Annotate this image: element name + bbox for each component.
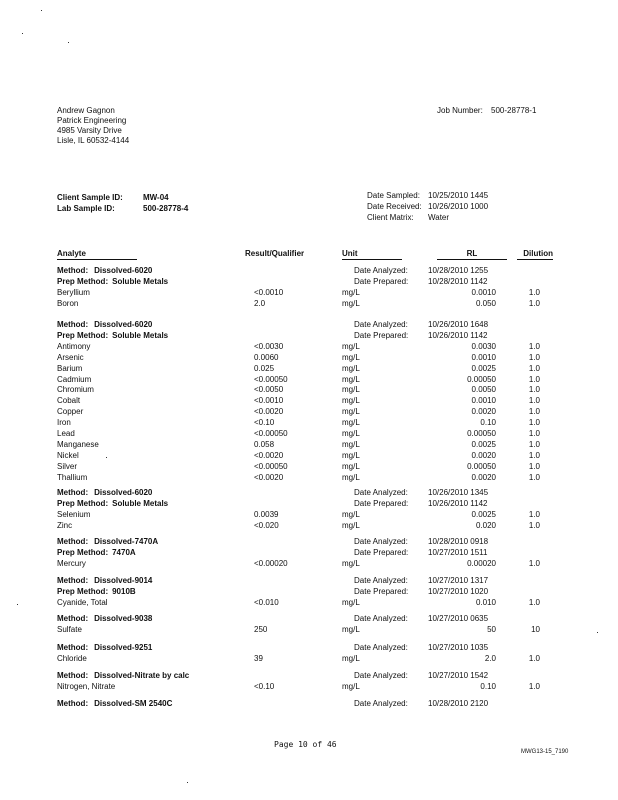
col-header-unit: Unit — [342, 249, 402, 260]
result-value: 0.0060 — [254, 352, 279, 362]
analyte-name: Beryllium — [57, 287, 90, 297]
col-header-rl: RL — [437, 249, 507, 260]
result-value: 39 — [254, 653, 263, 663]
method-value: Dissolved-9014 — [94, 576, 153, 585]
date-analyzed-value: 10/27/2010 1035 — [428, 643, 489, 652]
result-value: <0.0020 — [254, 407, 284, 417]
date-analyzed-value: 10/28/2010 1255 — [428, 266, 489, 275]
rl-value: 0.0020 — [471, 472, 496, 482]
dilution-value: 10 — [531, 624, 540, 634]
analyte-name: Boron — [57, 298, 79, 308]
prep-method-line — [57, 499, 168, 509]
method-label: Method: — [57, 699, 89, 708]
date-analyzed-value: 10/26/2010 1345 — [428, 488, 489, 497]
result-value: 0.058 — [254, 439, 275, 449]
scan-speck — [41, 10, 42, 11]
unit-value: mg/L — [342, 418, 360, 428]
prep-method-value: 7470A — [112, 547, 136, 557]
method-label: Method: — [57, 320, 89, 329]
unit-value: mg/L — [342, 287, 360, 297]
col-header-analyte: Analyte — [57, 249, 137, 260]
unit-value: mg/L — [342, 374, 360, 384]
dilution-value: 1.0 — [528, 429, 540, 438]
date-analyzed-label: Date Analyzed: — [354, 266, 408, 275]
date-analyzed-label: Date Analyzed: — [354, 537, 408, 546]
rl-value: 0.00050 — [467, 461, 496, 471]
method-line — [57, 266, 152, 276]
method-value: Dissolved-6020 — [94, 488, 153, 497]
result-value: <0.00050 — [254, 461, 288, 471]
rl-value: 0.0020 — [471, 407, 496, 417]
date-analyzed-value: 10/27/2010 1317 — [428, 576, 489, 585]
method-value: Dissolved-Nitrate by calc — [94, 671, 190, 680]
client-city: Lisle, IL 60532-4144 — [57, 136, 130, 145]
method-line — [57, 537, 158, 547]
rl-value: 0.0025 — [471, 509, 496, 519]
unit-value: mg/L — [342, 681, 360, 691]
prep-method-line — [57, 331, 168, 341]
dilution-value: 1.0 — [528, 439, 540, 449]
dilution-value: 1.0 — [528, 597, 540, 607]
result-value: <0.10 — [254, 418, 275, 428]
dilution-value: 1.0 — [528, 374, 540, 384]
analyte-name: Lead — [57, 429, 75, 438]
col-header-result: Result/Qualifier — [245, 249, 305, 258]
dilution-value: 1.0 — [528, 461, 540, 471]
unit-value: mg/L — [342, 396, 360, 406]
unit-value: mg/L — [342, 461, 360, 471]
rl-value: 0.0025 — [471, 439, 496, 449]
prep-method-line — [57, 277, 168, 287]
date-analyzed-label: Date Analyzed: — [354, 699, 408, 708]
prep-method-label: Prep Method: — [57, 586, 109, 596]
date-analyzed-value: 10/28/2010 0918 — [428, 537, 489, 546]
job-number-label: Job Number: — [437, 106, 483, 115]
date-prepared-value: 10/27/2010 1020 — [428, 586, 489, 596]
rl-value: 0.0030 — [471, 341, 496, 351]
prep-method-line — [57, 587, 136, 597]
date-prepared-label: Date Prepared: — [354, 276, 409, 286]
client-company: Patrick Engineering — [57, 116, 127, 125]
method-value: Dissolved-7470A — [94, 537, 159, 546]
date-analyzed-value: 10/28/2010 2120 — [428, 699, 489, 708]
result-value: <0.00050 — [254, 429, 288, 438]
result-value: <0.0020 — [254, 450, 284, 460]
unit-value: mg/L — [342, 407, 360, 417]
method-label: Method: — [57, 488, 89, 497]
lab-sample-id: Lab Sample ID: 500-28778-4 — [57, 204, 189, 213]
dilution-value: 1.0 — [528, 681, 540, 691]
prep-method-label: Prep Method: — [57, 330, 109, 340]
scan-speck — [187, 782, 188, 783]
method-label: Method: — [57, 671, 89, 680]
method-label: Method: — [57, 537, 89, 546]
analyte-name: Cadmium — [57, 374, 92, 384]
rl-value: 0.00050 — [467, 429, 496, 438]
prep-method-label: Prep Method: — [57, 498, 109, 508]
result-value: <0.0050 — [254, 385, 284, 395]
dilution-value: 1.0 — [528, 385, 540, 395]
rl-value: 0.10 — [480, 418, 496, 428]
dilution-value: 1.0 — [528, 558, 540, 568]
result-value: <0.00050 — [254, 374, 288, 384]
analyte-name: Cyanide, Total — [57, 597, 108, 607]
dilution-value: 1.0 — [528, 418, 540, 428]
method-value: Dissolved-6020 — [94, 320, 153, 329]
analyte-name: Silver — [57, 461, 78, 471]
analyte-name: Sulfate — [57, 624, 82, 634]
result-value: <0.020 — [254, 520, 279, 530]
rl-value: 0.010 — [475, 597, 496, 607]
result-value: 2.0 — [254, 298, 266, 308]
unit-value: mg/L — [342, 385, 360, 395]
date-prepared-value: 10/26/2010 1142 — [428, 330, 488, 340]
date-analyzed-label: Date Analyzed: — [354, 576, 408, 585]
result-value: 0.025 — [254, 363, 275, 373]
job-number — [437, 106, 536, 116]
method-line — [57, 488, 152, 498]
analyte-name: Cobalt — [57, 396, 81, 406]
result-value: <0.010 — [254, 597, 279, 607]
date-received: Date Received: 10/26/2010 1000 — [367, 202, 489, 211]
unit-value: mg/L — [342, 653, 360, 663]
method-line — [57, 320, 152, 330]
method-value: Dissolved-6020 — [94, 266, 153, 275]
analyte-name: Selenium — [57, 509, 91, 519]
dilution-value: 1.0 — [528, 509, 540, 519]
result-value: 250 — [254, 624, 268, 634]
analyte-name: Iron — [57, 418, 71, 428]
result-value: <0.0010 — [254, 396, 284, 406]
rl-value: 50 — [487, 624, 496, 634]
method-line — [57, 699, 172, 709]
prep-method-label: Prep Method: — [57, 547, 109, 557]
prep-method-label: Prep Method: — [57, 276, 109, 286]
client-address — [57, 106, 129, 146]
analyte-name: Copper — [57, 407, 84, 417]
scan-speck — [22, 33, 23, 34]
unit-value: mg/L — [342, 597, 360, 607]
document-id: MWG13-15_7190 — [521, 749, 569, 755]
prep-method-value: Soluble Metals — [112, 498, 169, 508]
prep-method-line — [57, 548, 136, 558]
result-value: <0.0030 — [254, 341, 284, 351]
dilution-value: 1.0 — [528, 653, 540, 663]
date-analyzed-value: 10/27/2010 1542 — [428, 671, 489, 680]
rl-value: 0.10 — [480, 681, 496, 691]
analyte-name: Chloride — [57, 653, 87, 663]
method-line — [57, 576, 152, 586]
scan-speck — [597, 632, 598, 633]
date-analyzed-label: Date Analyzed: — [354, 614, 408, 623]
date-analyzed-value: 10/27/2010 0635 — [428, 614, 489, 623]
method-label: Method: — [57, 576, 89, 585]
date-prepared-label: Date Prepared: — [354, 330, 409, 340]
date-analyzed-value: 10/26/2010 1648 — [428, 320, 489, 329]
page-number: Page 10 of 46 — [274, 740, 337, 749]
rl-value: 0.0020 — [471, 450, 496, 460]
date-prepared-label: Date Prepared: — [354, 586, 409, 596]
analyte-name: Mercury — [57, 558, 86, 568]
date-analyzed-label: Date Analyzed: — [354, 488, 408, 497]
prep-method-value: Soluble Metals — [112, 276, 169, 286]
prep-method-value: 9010B — [112, 586, 136, 596]
result-value: <0.10 — [254, 681, 275, 691]
date-analyzed-label: Date Analyzed: — [354, 320, 408, 329]
method-label: Method: — [57, 614, 89, 623]
result-value: 0.0039 — [254, 509, 279, 519]
rl-value: 0.00020 — [467, 558, 496, 568]
dilution-value: 1.0 — [528, 396, 540, 406]
method-value: Dissolved-SM 2540C — [94, 699, 173, 708]
scan-speck — [106, 457, 107, 458]
method-label: Method: — [57, 643, 89, 652]
analyte-name: Nitrogen, Nitrate — [57, 681, 116, 691]
unit-value: mg/L — [342, 450, 360, 460]
dilution-value: 1.0 — [528, 341, 540, 351]
rl-value: 2.0 — [484, 653, 496, 663]
unit-value: mg/L — [342, 624, 360, 634]
date-analyzed-label: Date Analyzed: — [354, 643, 408, 652]
method-value: Dissolved-9251 — [94, 643, 153, 652]
unit-value: mg/L — [342, 520, 360, 530]
unit-value: mg/L — [342, 298, 360, 308]
job-number-value: 500-28778-1 — [491, 106, 537, 115]
rl-value: 0.0050 — [471, 385, 496, 395]
scan-speck — [17, 604, 18, 605]
method-line — [57, 614, 152, 624]
dilution-value: 1.0 — [528, 352, 540, 362]
unit-value: mg/L — [342, 352, 360, 362]
unit-value: mg/L — [342, 341, 360, 351]
dilution-value: 1.0 — [528, 407, 540, 417]
rl-value: 0.0025 — [471, 363, 496, 373]
client-name: Andrew Gagnon — [57, 106, 115, 115]
result-value: <0.0010 — [254, 287, 284, 297]
unit-value: mg/L — [342, 472, 360, 482]
method-value: Dissolved-9038 — [94, 614, 153, 623]
date-prepared-value: 10/26/2010 1142 — [428, 498, 488, 508]
dilution-value: 1.0 — [528, 287, 540, 297]
dilution-value: 1.0 — [528, 363, 540, 373]
method-label: Method: — [57, 266, 89, 275]
unit-value: mg/L — [342, 558, 360, 568]
rl-value: 0.050 — [475, 298, 496, 308]
rl-value: 0.0010 — [471, 287, 496, 297]
method-line — [57, 643, 152, 653]
unit-value: mg/L — [342, 429, 360, 438]
client-street: 4985 Varsity Drive — [57, 126, 122, 135]
analyte-name: Arsenic — [57, 352, 84, 362]
result-value: <0.00020 — [254, 558, 288, 568]
analyte-name: Barium — [57, 363, 83, 373]
result-value: <0.0020 — [254, 472, 284, 482]
col-header-dilution: Dilution — [517, 249, 553, 260]
date-prepared-label: Date Prepared: — [354, 498, 409, 508]
unit-value: mg/L — [342, 439, 360, 449]
dilution-value: 1.0 — [528, 450, 540, 460]
date-analyzed-label: Date Analyzed: — [354, 671, 408, 680]
analyte-name: Zinc — [57, 520, 73, 530]
analyte-name: Nickel — [57, 450, 79, 460]
rl-value: 0.0010 — [471, 352, 496, 362]
dilution-value: 1.0 — [528, 298, 540, 308]
method-line — [57, 671, 189, 681]
dilution-value: 1.0 — [528, 520, 540, 530]
date-sampled: Date Sampled: 10/25/2010 1445 — [367, 191, 489, 200]
date-prepared-label: Date Prepared: — [354, 547, 409, 557]
prep-method-value: Soluble Metals — [112, 330, 169, 340]
dilution-value: 1.0 — [528, 472, 540, 482]
client-matrix: Client Matrix: Water — [367, 213, 450, 222]
unit-value: mg/L — [342, 509, 360, 519]
analyte-name: Thallium — [57, 472, 88, 482]
analyte-name: Chromium — [57, 385, 94, 395]
analyte-name: Manganese — [57, 439, 99, 449]
unit-value: mg/L — [342, 363, 360, 373]
date-prepared-value: 10/28/2010 1142 — [428, 276, 488, 286]
date-prepared-value: 10/27/2010 1511 — [428, 547, 488, 557]
rl-value: 0.0010 — [471, 396, 496, 406]
analyte-name: Antimony — [57, 341, 91, 351]
scan-speck — [68, 42, 69, 43]
rl-value: 0.00050 — [467, 374, 496, 384]
client-sample-id: Client Sample ID: MW-04 — [57, 193, 169, 202]
rl-value: 0.020 — [475, 520, 496, 530]
